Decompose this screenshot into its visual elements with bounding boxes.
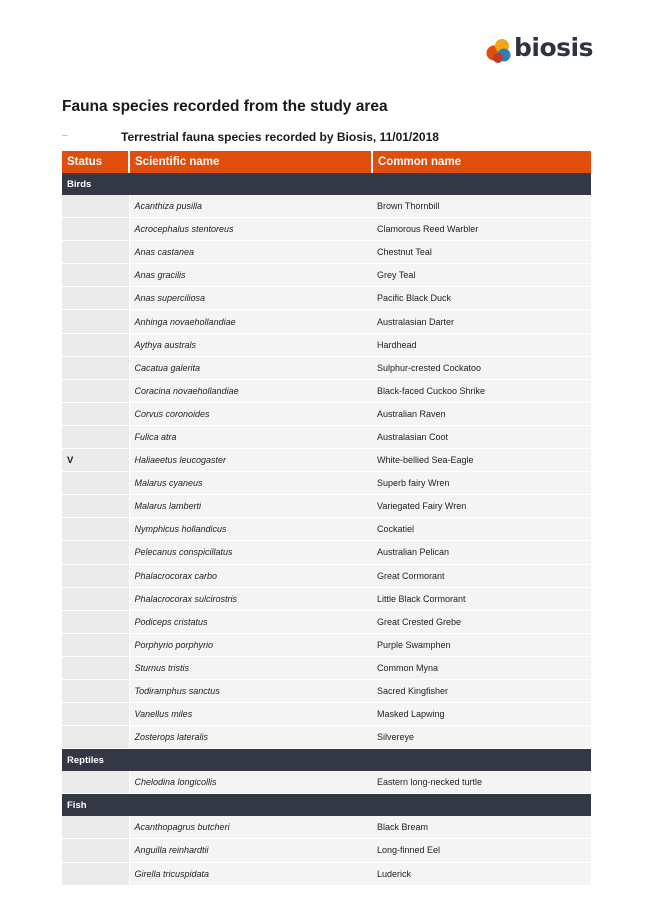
common-name-cell: Black-faced Cuckoo Shrike: [372, 379, 591, 402]
status-cell: [62, 610, 129, 633]
fauna-table: [62, 151, 591, 886]
table-row: [62, 839, 591, 862]
common-name-cell: Masked Lapwing: [372, 703, 591, 726]
table-row: [62, 862, 591, 885]
status-cell: [62, 564, 129, 587]
scientific-name-cell: Anas superciliosa: [129, 287, 372, 310]
status-cell: [62, 518, 129, 541]
common-name-cell: Black Bream: [372, 816, 591, 839]
scientific-name-cell: Haliaeetus leucogaster: [129, 449, 372, 472]
status-cell: [62, 195, 129, 218]
scientific-name-cell: Cacatua galerita: [129, 356, 372, 379]
scientific-name-cell: Fulica atra: [129, 425, 372, 448]
scientific-name-cell: Sturnus tristis: [129, 656, 372, 679]
table-row: [62, 541, 591, 564]
common-name-cell: Sulphur-crested Cockatoo: [372, 356, 591, 379]
category-label: Reptiles: [62, 749, 591, 772]
status-cell: [62, 633, 129, 656]
scientific-name-cell: Aythya australs: [129, 333, 372, 356]
common-name-cell: Common Myna: [372, 656, 591, 679]
status-cell: V: [62, 449, 129, 472]
common-name-cell: Variegated Fairy Wren: [372, 495, 591, 518]
table-row: [62, 771, 591, 794]
status-cell: [62, 816, 129, 839]
table-row: [62, 679, 591, 702]
common-name-cell: Great Crested Grebe: [372, 610, 591, 633]
status-cell: [62, 541, 129, 564]
table-row: [62, 449, 591, 472]
common-name-cell: White-bellied Sea-Eagle: [372, 449, 591, 472]
status-cell: [62, 771, 129, 794]
scientific-name-cell: Phalacrocorax sulcirostris: [129, 587, 372, 610]
common-name-cell: Little Black Cormorant: [372, 587, 591, 610]
scientific-name-cell: Vanellus miles: [129, 703, 372, 726]
table-row: [62, 703, 591, 726]
fauna-table-body: [62, 173, 591, 885]
status-cell: [62, 495, 129, 518]
scientific-name-cell: Anguilla reinhardtii: [129, 839, 372, 862]
category-row-reptiles: [62, 749, 591, 772]
category-label: Fish: [62, 794, 591, 817]
common-name-cell: Pacific Black Duck: [372, 287, 591, 310]
status-cell: [62, 839, 129, 862]
common-name-cell: Australasian Coot: [372, 425, 591, 448]
status-cell: [62, 656, 129, 679]
table-row: [62, 356, 591, 379]
category-row-fish: [62, 794, 591, 817]
column-header-status: Status: [62, 151, 129, 173]
page-title: Fauna species recorded from the study area: [62, 98, 388, 115]
status-cell: [62, 862, 129, 885]
status-cell: [62, 425, 129, 448]
scientific-name-cell: Acanthopagrus butcheri: [129, 816, 372, 839]
table-row: [62, 264, 591, 287]
scientific-name-cell: Corvus coronoides: [129, 402, 372, 425]
status-cell: [62, 287, 129, 310]
status-cell: [62, 241, 129, 264]
table-row: [62, 287, 591, 310]
scientific-name-cell: Todiramphus sanctus: [129, 679, 372, 702]
scientific-name-cell: Coracina novaehollandiae: [129, 379, 372, 402]
scientific-name-cell: Anhinga novaehollandiae: [129, 310, 372, 333]
common-name-cell: Grey Teal: [372, 264, 591, 287]
table-row: [62, 402, 591, 425]
status-cell: [62, 218, 129, 241]
scientific-name-cell: Acrocephalus stentoreus: [129, 218, 372, 241]
table-row: [62, 195, 591, 218]
table-row: [62, 333, 591, 356]
common-name-cell: Silvereye: [372, 726, 591, 749]
scientific-name-cell: Nymphicus hollandicus: [129, 518, 372, 541]
common-name-cell: Purple Swamphen: [372, 633, 591, 656]
table-prefix-dash: –: [62, 130, 68, 141]
scientific-name-cell: Girella tricuspidata: [129, 862, 372, 885]
common-name-cell: Superb fairy Wren: [372, 472, 591, 495]
table-row: [62, 564, 591, 587]
common-name-cell: Great Cormorant: [372, 564, 591, 587]
status-cell: [62, 679, 129, 702]
scientific-name-cell: Phalacrocorax carbo: [129, 564, 372, 587]
common-name-cell: Clamorous Reed Warbler: [372, 218, 591, 241]
table-row: [62, 726, 591, 749]
table-row: [62, 379, 591, 402]
table-row: [62, 633, 591, 656]
scientific-name-cell: Porphyrio porphyrio: [129, 633, 372, 656]
table-row: [62, 472, 591, 495]
table-title: Terrestrial fauna species recorded by Biosis, 11/01/2018: [121, 130, 439, 144]
status-cell: [62, 310, 129, 333]
table-row: [62, 495, 591, 518]
scientific-name-cell: Malarus lamberti: [129, 495, 372, 518]
status-cell: [62, 587, 129, 610]
status-cell: [62, 402, 129, 425]
table-row: [62, 310, 591, 333]
common-name-cell: Australian Raven: [372, 402, 591, 425]
table-row: [62, 587, 591, 610]
table-row: [62, 656, 591, 679]
common-name-cell: Chestnut Teal: [372, 241, 591, 264]
category-label: Birds: [62, 173, 591, 195]
column-header-common-name: Common name: [372, 151, 591, 173]
common-name-cell: Eastern long-necked turtle: [372, 771, 591, 794]
scientific-name-cell: Malarus cyaneus: [129, 472, 372, 495]
table-row: [62, 241, 591, 264]
table-row: [62, 425, 591, 448]
scientific-name-cell: Anas gracilis: [129, 264, 372, 287]
brand-name: biosis: [514, 33, 593, 62]
category-row-birds: [62, 173, 591, 195]
status-cell: [62, 472, 129, 495]
status-cell: [62, 333, 129, 356]
common-name-cell: Sacred Kingfisher: [372, 679, 591, 702]
scientific-name-cell: Acanthiza pusilla: [129, 195, 372, 218]
status-cell: [62, 726, 129, 749]
common-name-cell: Australasian Darter: [372, 310, 591, 333]
status-cell: [62, 356, 129, 379]
common-name-cell: Luderick: [372, 862, 591, 885]
scientific-name-cell: Zosterops lateralis: [129, 726, 372, 749]
status-cell: [62, 379, 129, 402]
common-name-cell: Cockatiel: [372, 518, 591, 541]
scientific-name-cell: Podiceps cristatus: [129, 610, 372, 633]
common-name-cell: Hardhead: [372, 333, 591, 356]
scientific-name-cell: Chelodina longicollis: [129, 771, 372, 794]
table-row: [62, 816, 591, 839]
table-header-row: [62, 151, 591, 173]
common-name-cell: Long-finned Eel: [372, 839, 591, 862]
table-row: [62, 518, 591, 541]
column-header-scientific-name: Scientific name: [129, 151, 372, 173]
scientific-name-cell: Pelecanus conspicillatus: [129, 541, 372, 564]
scientific-name-cell: Anas castanea: [129, 241, 372, 264]
status-cell: [62, 703, 129, 726]
table-row: [62, 218, 591, 241]
common-name-cell: Brown Thornbill: [372, 195, 591, 218]
common-name-cell: Australian Pelican: [372, 541, 591, 564]
table-row: [62, 610, 591, 633]
status-cell: [62, 264, 129, 287]
